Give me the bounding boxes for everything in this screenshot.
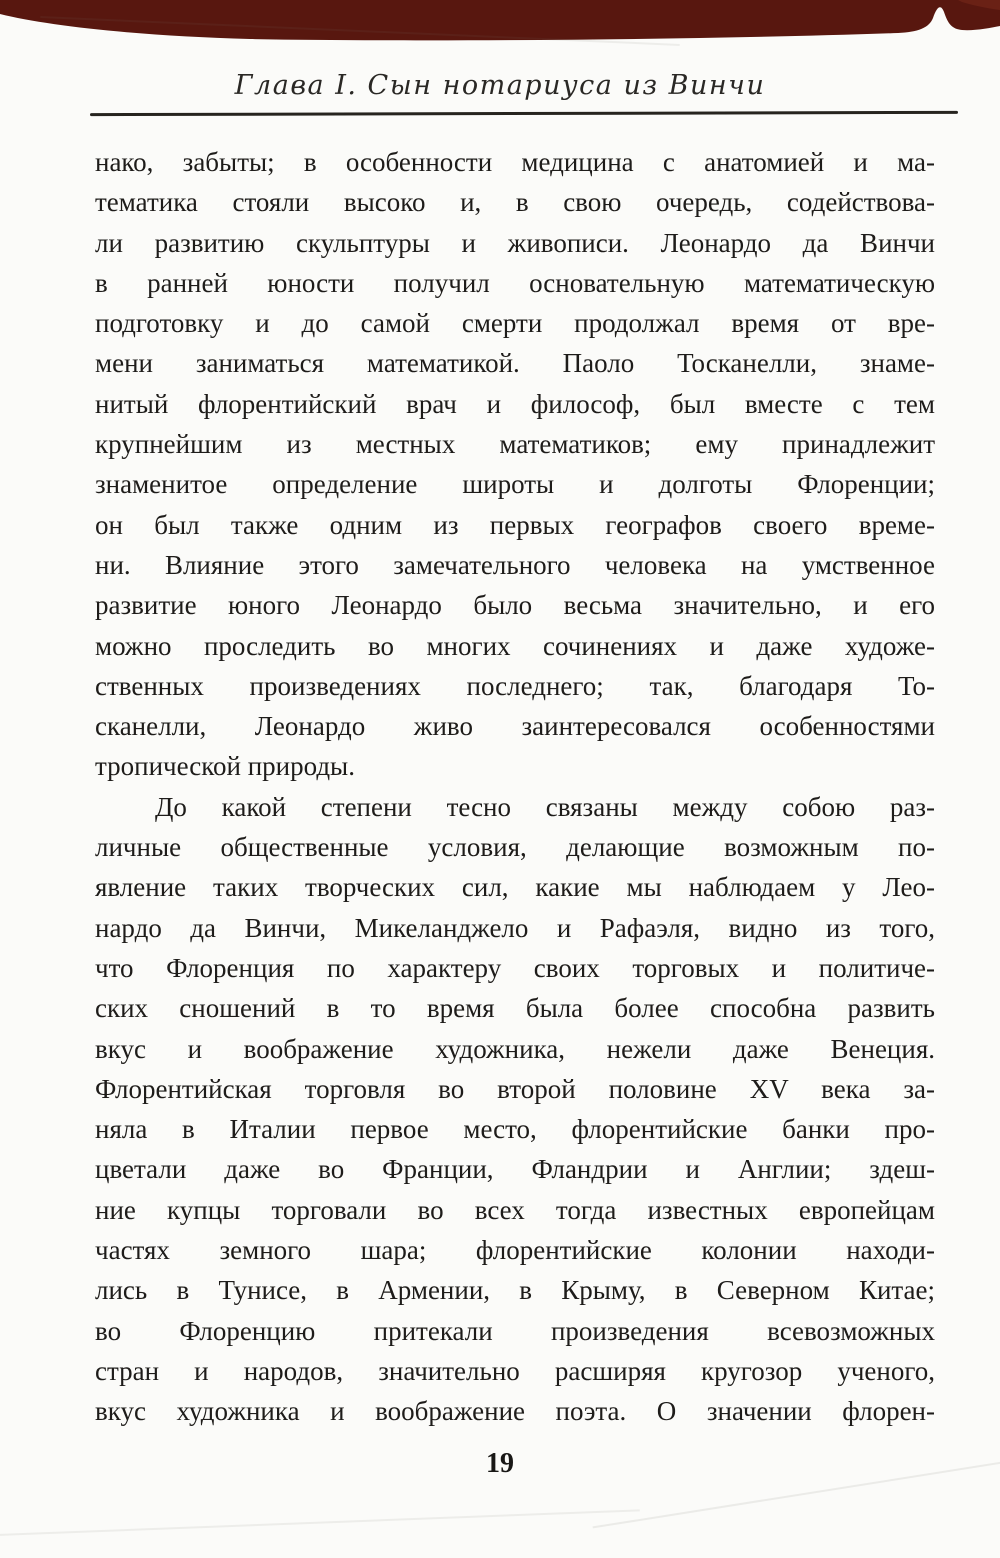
chapter-header: Глава I. Сын нотариуса из Винчи bbox=[234, 70, 766, 101]
text-line: стран и народов, значительно расширяя кругозор ученого, bbox=[95, 1355, 935, 1386]
text-line: в ранней юности получил основательную математическую bbox=[95, 267, 935, 298]
text-line: Флорентийская торговля во второй половине XV века за- bbox=[95, 1073, 935, 1104]
text-line: развитие юного Леонардо было весьма значительно, и его bbox=[95, 590, 935, 621]
text-line: тематика стояли высоко и, в свою очередь, содействова- bbox=[95, 187, 935, 218]
paper-crease bbox=[0, 1509, 640, 1536]
text-line: нардо да Винчи, Микеланджело и Рафаэля, видно из того, bbox=[95, 912, 935, 943]
text-line: нитый флорентийский врач и философ, был вместе с тем bbox=[95, 388, 935, 419]
text-line: тропической природы. bbox=[95, 751, 355, 782]
text-line: ственных произведениях последнего; так, благодаря То- bbox=[95, 670, 935, 701]
header-rule bbox=[90, 111, 958, 116]
text-line: знаменитое определение широты и долготы Флоренции; bbox=[95, 469, 935, 500]
text-line: вкус и воображение художника, нежели даже Венеция. bbox=[95, 1033, 935, 1064]
text-line: нако, забыты; в особенности медицина с анатомией и ма- bbox=[95, 147, 935, 177]
text-line: во Флоренцию притекали произведения всевозможных bbox=[95, 1315, 935, 1346]
text-line: что Флоренция по характеру своих торговых и политиче- bbox=[95, 952, 935, 983]
text-line: крупнейшим из местных математиков; ему принадлежит bbox=[95, 429, 935, 460]
text-line: вкус художника и воображение поэта. О значении флорен- bbox=[95, 1396, 935, 1427]
text-line: ние купцы торговали во всех тогда известных европейцам bbox=[95, 1194, 935, 1225]
text-line: цветали даже во Франции, Фландрии и Англии; здеш- bbox=[95, 1154, 935, 1185]
text-block bbox=[95, 142, 935, 1432]
text-line: ских сношений в то время была более способна развить bbox=[95, 993, 935, 1024]
text-line: лись в Тунисе, в Армении, в Крыму, в Северном Китае; bbox=[95, 1275, 935, 1306]
text-line: явление таких творческих сил, какие мы наблюдаем у Лео- bbox=[95, 872, 935, 903]
page-number: 19 bbox=[486, 1448, 514, 1479]
text-line: няла в Италии первое место, флорентийские банки про- bbox=[95, 1114, 935, 1145]
text-line: ли развитию скульптуры и живописи. Леонардо да Винчи bbox=[95, 227, 935, 258]
text-line: До какой степени тесно связаны между собою раз- bbox=[155, 791, 935, 822]
text-line: личные общественные условия, делающие возможным по- bbox=[95, 832, 935, 863]
text-line: подготовку и до самой смерти продолжал время от вре- bbox=[95, 308, 935, 339]
book-cover-edge bbox=[0, 0, 1000, 46]
text-line: он был также одним из первых географов своего време- bbox=[95, 509, 935, 540]
paper-crease bbox=[40, 16, 679, 46]
text-line: частях земного шара; флорентийские колонии находи- bbox=[95, 1235, 935, 1266]
text-line: сканелли, Леонардо живо заинтересовался особенностями bbox=[95, 711, 935, 742]
text-line: можно проследить во многих сочинениях и даже художе- bbox=[95, 630, 935, 661]
text-line: ни. Влияние этого замечательного человека на умственное bbox=[95, 549, 935, 580]
text-line: мени заниматься математикой. Паоло Тосканелли, знаме- bbox=[95, 348, 935, 379]
